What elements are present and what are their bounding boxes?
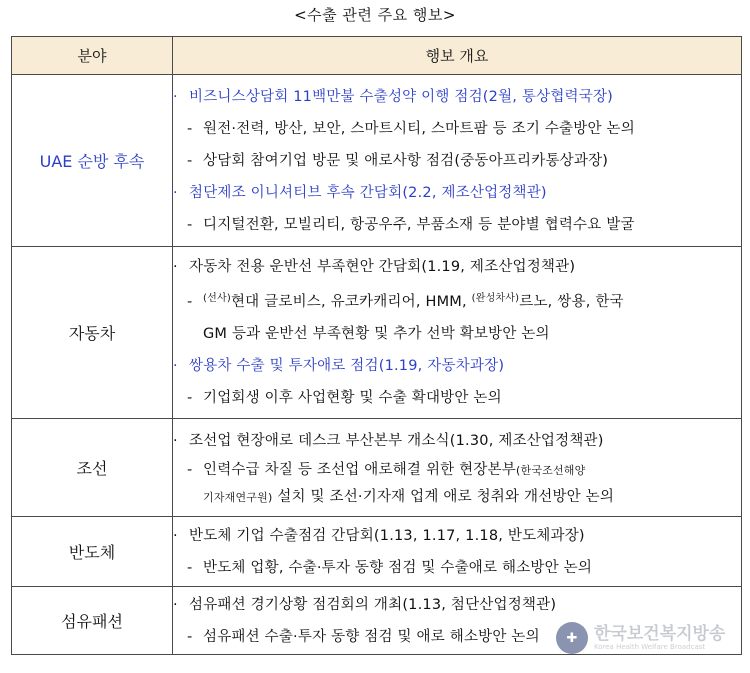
list-item: · 쌍용차 수출 및 투자애로 점검(1.19, 자동차과장) xyxy=(173,358,505,374)
page-title: <수출 관련 주요 행보> xyxy=(294,6,456,24)
list-item: · 첨단제조 이니셔티브 후속 간담회(2.2, 제조산업정책관) xyxy=(173,184,547,201)
list-item: · 비즈니스상담회 11백만불 수출성약 이행 점검(2월, 통상협력국장) xyxy=(173,88,614,105)
header-overview: 행보 개요 xyxy=(173,37,742,75)
watermark-text: 한국보건복지방송 Korea Health Welfare Broadcast xyxy=(594,624,726,651)
row-details-shipbuilding xyxy=(173,419,742,517)
list-item: 기자재연구원) 설치 및 조선·기자재 업계 애로 청취와 개선방안 논의 xyxy=(203,488,615,505)
table-header-row xyxy=(12,37,742,75)
header-category: 분야 xyxy=(12,37,173,75)
broadcaster-watermark xyxy=(556,618,725,658)
table-row xyxy=(12,247,742,419)
list-item: - 섬유패션 수출·투자 동향 점검 및 애로 해소방안 논의 xyxy=(187,628,540,645)
row-category-textile: 섬유패션 xyxy=(12,587,173,655)
list-item: - 반도체 업황, 수출·투자 동향 점검 및 수출애로 해소방안 논의 xyxy=(187,559,593,576)
list-item: · 자동차 전용 운반선 부족현안 간담회(1.19, 제조산업정책관) xyxy=(173,259,576,275)
list-item: · 반도체 기업 수출점검 간담회(1.13, 1.17, 1.18, 반도체과장) xyxy=(173,527,585,544)
row-details-uae xyxy=(173,75,742,247)
list-item: - 원전·전력, 방산, 보안, 스마트시티, 스마트팜 등 조기 수출방안 논의 xyxy=(187,120,635,137)
list-item: · 조선업 현장애로 데스크 부산본부 개소식(1.30, 제조산업정책관) xyxy=(173,432,604,449)
row-category-shipbuilding: 조선 xyxy=(12,419,173,517)
row-details-semiconductor xyxy=(173,517,742,587)
row-category-semiconductor: 반도체 xyxy=(12,517,173,587)
list-item: - 인력수급 차질 등 조선업 애로해결 위한 현장본부(한국조선해양 xyxy=(187,461,586,478)
list-item: - 기업회생 이후 사업현황 및 수출 확대방안 논의 xyxy=(187,390,502,406)
export-activity-table xyxy=(11,36,742,655)
list-item: - 디지털전환, 모빌리티, 항공우주, 부품소재 등 분야별 협력수요 발굴 xyxy=(187,216,635,233)
list-item: - 상담회 참여기업 방문 및 애로사항 점검(중동아프리카통상과장) xyxy=(187,152,609,169)
row-category-uae: UAE 순방 후속 xyxy=(12,75,173,247)
table-row xyxy=(12,75,742,247)
list-item: · 섬유패션 경기상황 점검회의 개최(1.13, 첨단산업정책관) xyxy=(173,596,557,613)
list-item: - $^{(선사)}$현대 글로비스, 유코카캐리어, HMM, $^{(완성차사)}$르노, 쌍용, 한국 xyxy=(187,293,624,310)
table-row xyxy=(12,517,742,587)
row-details-auto xyxy=(173,247,742,419)
row-category-auto: 자동차 xyxy=(12,247,173,419)
table-row xyxy=(12,419,742,517)
list-item: GM 등과 운반선 부족현황 및 추가 선박 확보방안 논의 xyxy=(203,326,550,342)
broadcaster-logo-icon: ✚ xyxy=(556,622,588,654)
